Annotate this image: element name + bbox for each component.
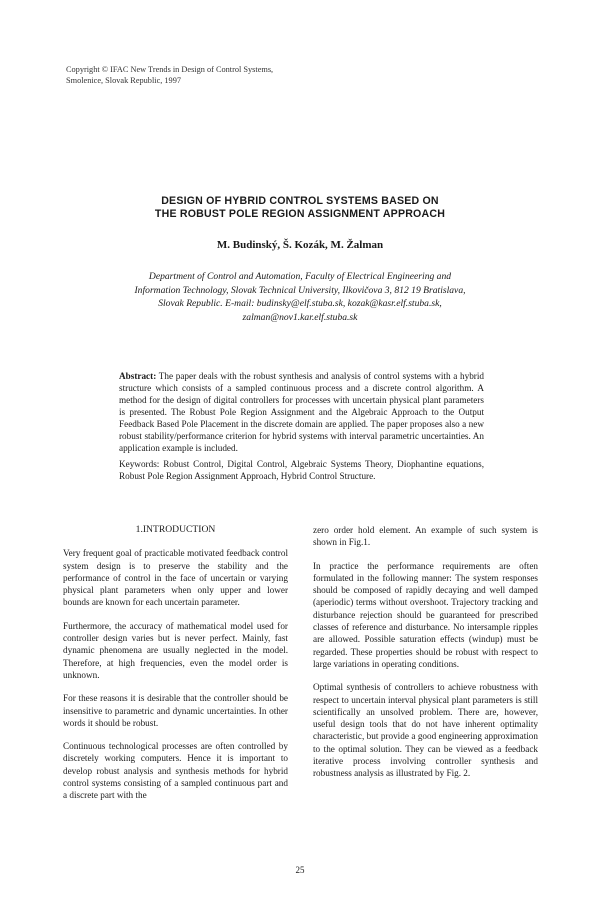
- affiliation: [112, 270, 488, 324]
- keywords-text: Robust Control, Digital Control, Algebraic Systems Theory, Diophantine equations, Robust Pole Region Assignment Approach, Hybrid Control Structure.: [119, 459, 485, 481]
- title-line-1: DESIGN OF HYBRID CONTROL SYSTEMS BASED ON: [161, 195, 439, 207]
- affiliation-line-2: Information Technology, Slovak Technical University, Ilkovičova 3, 812 19 Bratislava,: [134, 284, 466, 296]
- paragraph: zero order hold element. An example of such system is shown in Fig.1.: [313, 525, 538, 548]
- paragraph: Optimal synthesis of controllers to achieve robustness with respect to uncertain interval physical plant parameters is still scientifically an unsolved problem. There are, however, useful design tools that do not have inherent optimality characteristic, but provide a good engineering approximation to the optimal solution. They can be viewed as a feedback iterative process involving controller synthesis and robustness analysis as illustrated by Fig. 2.: [313, 682, 538, 779]
- abstract-text: The paper deals with the robust synthesis and analysis of control systems with a hybrid structure which consists of a sampled continuous process and a discrete control algorithm. A method for the design of digital controllers for processes with uncertain physical plant parameters is presented. The Robust Pole Region Assignment and the Algebraic Approach to the Output Feedback Based Pole Placement in the discrete domain are applied. The paper proposes also a new robust stability/performance criterion for hybrid systems with interval parametric uncertainties. An application example is included.: [119, 371, 484, 453]
- authors: M. Budinský, Š. Kozák, M. Žalman: [216, 239, 384, 251]
- paper-title: [0, 195, 600, 221]
- paragraph: Very frequent goal of practicable motivated feedback control system design is to preserve the stability and the performance of control in the face of uncertain or varying physical plant parameters when only upper and lower bounds are known for each uncertain parameter.: [63, 548, 288, 608]
- left-column: [63, 524, 288, 813]
- title-line-2: THE ROBUST POLE REGION ASSIGNMENT APPROACH: [154, 208, 446, 220]
- section-heading: 1.INTRODUCTION: [135, 524, 216, 535]
- paragraph: Furthermore, the accuracy of mathematical model used for controller design varies but is never perfect. Mainly, fast dynamic phenomena are usually neglected in the model. Therefore, at high frequencies, even the model order is unknown.: [63, 620, 288, 680]
- abstract-label: Abstract:: [119, 371, 157, 381]
- keywords-label: Keywords:: [119, 459, 160, 469]
- abstract: [119, 370, 484, 454]
- keywords: [119, 458, 484, 482]
- copyright-notice: [66, 64, 366, 86]
- affiliation-line-4: zalman@nov1.kar.elf.stuba.sk: [242, 311, 358, 323]
- paragraph: Continuous technological processes are often controlled by discretely working computers. Hence it is important to develop robust analysis and synthesis methods for hybrid control systems consisting of a sampled continuous part and a discrete part with the: [63, 741, 288, 801]
- affiliation-line-3: Slovak Republic. E-mail: budinsky@elf.stuba.sk, kozak@kasr.elf.stuba.sk,: [158, 298, 442, 309]
- copyright-line-2: Smolenice, Slovak Republic, 1997: [66, 76, 181, 85]
- right-column: [313, 524, 538, 791]
- affiliation-line-1: Department of Control and Automation, Faculty of Electrical Engineering and: [148, 271, 452, 282]
- copyright-line-1: Copyright © IFAC New Trends in Design of Control Systems,: [66, 65, 274, 74]
- page-number: 25: [295, 865, 305, 875]
- paragraph: For these reasons it is desirable that the controller should be insensitive to parametric and dynamic uncertainties. In other words it should be robust.: [63, 693, 288, 728]
- paragraph: In practice the performance requirements are often formulated in the following manner: The system responses should be composed of rapidly decaying and well damped (aperiodic) terms without overshoot. Trajectory tracking and disturbance rejection should be guaranteed for prescribed classes of reference and disturbance. No intersample ripples are allowed. Possible saturation effects (windup) must be regarded. These properties should be robust with respect to large variations in operating conditions.: [313, 560, 538, 669]
